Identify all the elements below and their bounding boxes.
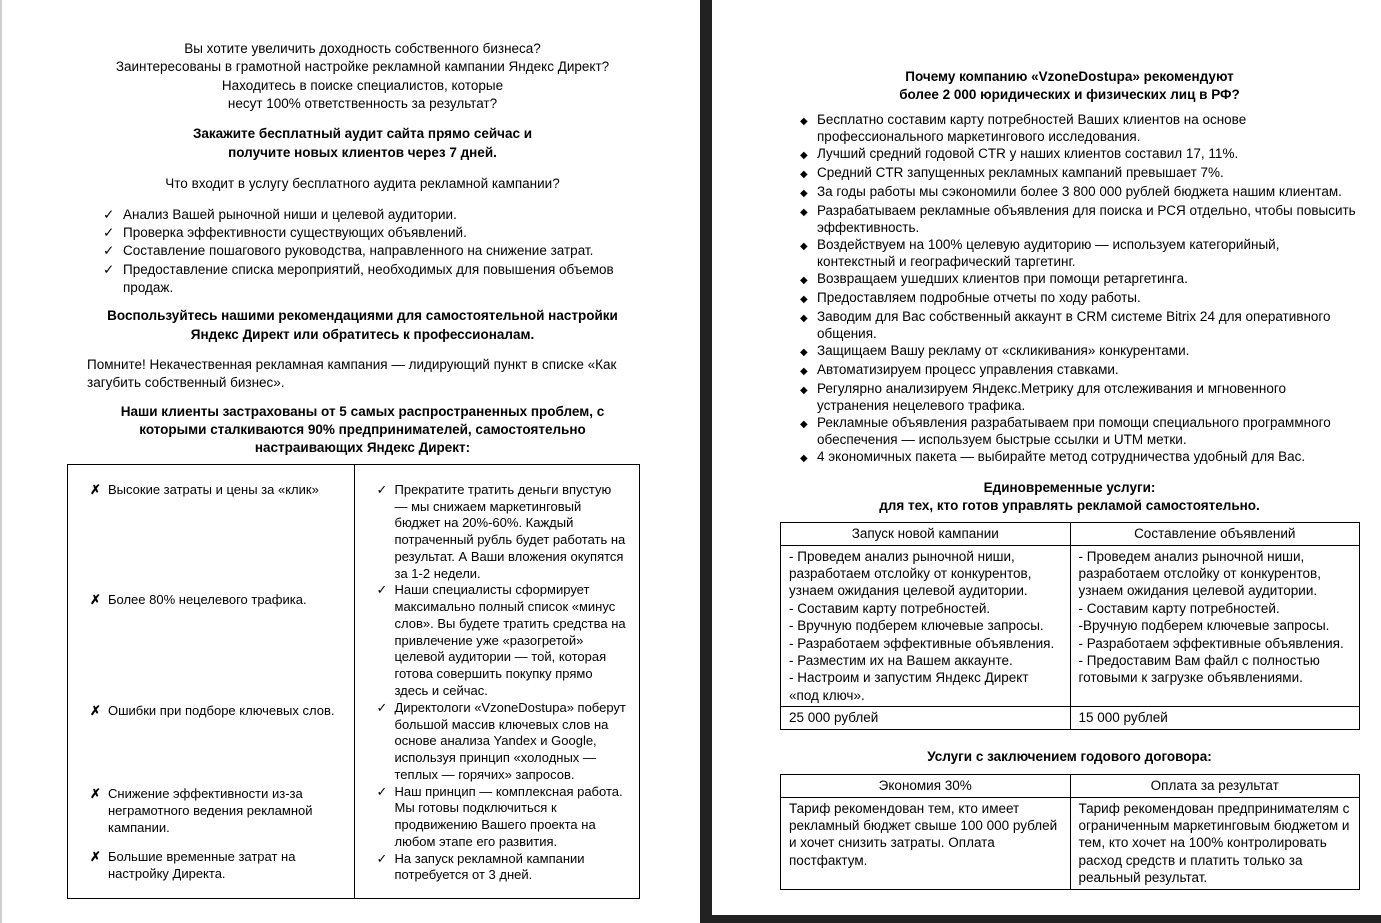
cross-icon: ✗	[90, 849, 101, 865]
table-cell	[781, 545, 1071, 707]
why-bullet-text: Защищаем Вашу рекламу от «скликивания» конкурентами.	[817, 343, 1190, 359]
onetime-services-heading	[780, 479, 1359, 514]
problem-item	[90, 849, 344, 883]
diamond-bullet-icon: ◆	[800, 150, 808, 162]
diamond-bullet-icon: ◆	[800, 116, 808, 128]
checklist-item-text: Составление пошагового руководства, направленного на снижение затрат.	[123, 243, 594, 259]
why-bullet	[800, 414, 1359, 448]
why-bullet	[800, 236, 1359, 270]
problems-heading-line: настраивающих Яндекс Директ:	[254, 440, 471, 456]
cross-icon: ✗	[90, 591, 101, 607]
problem-item	[90, 592, 344, 609]
why-bullet-text: Воздействуем на 100% целевую аудиторию — используем категорийный, контекстный и географический таргетинг.	[817, 237, 1280, 270]
why-bullet	[800, 111, 1359, 145]
table-price-row	[781, 707, 1360, 729]
recommendation-heading	[87, 307, 638, 344]
service-line: - Разработаем эффективные объявления.	[789, 635, 1055, 651]
cta-line: получите новых клиентов через 7 дней.	[228, 144, 497, 160]
problem-text: Ошибки при подборе ключевых слов.	[108, 703, 335, 719]
service-line: - Предоставим Вам файл с полностью готовыми к загрузке объявлениями.	[1078, 653, 1320, 686]
table-header-cell: Экономия 30%	[781, 775, 1071, 797]
recommendation-line: Воспользуйтесь нашими рекомендациями для самостоятельной настройки	[107, 308, 618, 324]
table-cell: Тариф рекомендован предпринимателям с ограниченным маркетинговым бюджетом и тем, кто хочет на 100% контролировать расход средств и платить только за реальный результат.	[1070, 797, 1360, 889]
audit-checklist	[103, 206, 638, 298]
diamond-bullet-icon: ◆	[800, 453, 808, 465]
service-line: - Разместим их на Вашем аккаунте.	[789, 653, 1013, 669]
diamond-bullet-icon: ◆	[800, 188, 808, 200]
why-bullet	[800, 361, 1359, 380]
solution-text: Наши специалисты сформирует максимально полный список «минус слов». Вы будете тратить средства на привлечение уже «разогретой» целевой аудитории — той, которая готова совершить покупку прямо здесь и сейчас.	[394, 582, 626, 699]
solution-item	[377, 851, 628, 885]
why-bullet-text: Автоматизируем процесс управления ставками.	[817, 362, 1119, 378]
service-line: -Вручную подберем ключевые запросы.	[1078, 618, 1330, 634]
table-header-row	[781, 775, 1360, 797]
checklist-item-text: Анализ Вашей рыночной ниши и целевой аудитории.	[123, 206, 457, 222]
problems-heading	[87, 403, 638, 458]
why-bullet	[800, 202, 1359, 236]
solution-item	[377, 784, 628, 851]
intro-line: Заинтересованы в грамотной настройке рекламной кампании Яндекс Директ?	[115, 59, 610, 75]
price-cell: 25 000 рублей	[781, 707, 1071, 729]
why-bullet	[800, 308, 1359, 342]
table-header-cell: Запуск новой кампании	[781, 523, 1071, 545]
intro-line: несут 100% ответственность за результат?	[227, 96, 498, 112]
table-header-row	[781, 523, 1360, 545]
why-heading-line: более 2 000 юридических и физических лиц в РФ?	[899, 86, 1240, 102]
why-bullet-text: Средний CTR запущенных рекламных кампаний превышает 7%.	[817, 165, 1224, 181]
problems-heading-line: которыми сталкиваются 90% предпринимателей, самостоятельно	[139, 422, 586, 438]
why-bullet	[800, 448, 1359, 467]
cross-icon: ✗	[90, 786, 101, 802]
diamond-bullet-icon: ◆	[800, 385, 808, 397]
solution-text: Прекратите тратить деньги впустую — мы снижаем маркетинговый бюджет на 20%-60%. Каждый потраченный рубль будет работать на результат. А Ваши вложения окупятся за 1-2 недели.	[394, 481, 626, 581]
service-line: - Составим карту потребностей.	[789, 600, 991, 616]
why-bullet-text: Лучший средний годовой CTR у наших клиентов составил 17, 11%.	[817, 146, 1239, 162]
checklist-item	[103, 206, 638, 224]
check-icon: ✓	[103, 206, 115, 222]
checklist-item	[103, 261, 638, 298]
check-icon: ✓	[103, 224, 115, 240]
check-icon: ✓	[376, 582, 388, 598]
service-line: - Проведем анализ рыночной ниши, разработаем отслойку от конкурентов, узнаем ожидания целевой аудитории.	[789, 548, 1032, 599]
cta-heading	[87, 125, 638, 162]
problems-column	[68, 465, 355, 898]
problem-item	[90, 786, 344, 836]
check-icon: ✓	[376, 850, 388, 866]
solution-item	[377, 482, 628, 583]
checklist-item	[103, 224, 638, 242]
checklist-item-text: Проверка эффективности существующих объявлений.	[123, 224, 467, 240]
why-bullet	[800, 145, 1359, 164]
why-bullet-text: Возвращаем ушедших клиентов при помощи ретаргетинга.	[817, 271, 1188, 287]
check-icon: ✓	[103, 243, 115, 259]
intro-line: Находитесь в поиске специалистов, которые	[221, 77, 504, 93]
why-heading-line: Почему компанию «VzoneDostupa» рекомендуют	[905, 69, 1234, 84]
problem-text: Более 80% нецелевого трафика.	[108, 591, 307, 607]
why-bullet	[800, 289, 1359, 308]
table-body-row	[781, 545, 1360, 707]
recommendation-line: Яндекс Директ или обратитесь к профессионалам.	[190, 326, 535, 342]
table-header-cell: Оплата за результат	[1070, 775, 1360, 797]
onetime-services-table	[780, 522, 1360, 729]
why-bullet	[800, 183, 1359, 202]
cta-line: Закажите бесплатный аудит сайта прямо сейчас и	[192, 126, 533, 142]
service-line: - Вручную подберем ключевые запросы.	[789, 618, 1044, 634]
check-icon: ✓	[376, 481, 388, 497]
annual-services-heading: Услуги с заключением годового договора:	[927, 748, 1212, 764]
why-bullet-list	[780, 111, 1359, 467]
why-bullet	[800, 342, 1359, 361]
checklist-item	[103, 242, 638, 260]
table-body-row	[781, 797, 1360, 889]
solution-text: На запуск рекламной кампании потребуется от 3 дней.	[394, 850, 585, 883]
problem-item	[90, 482, 344, 499]
why-bullet-text: За годы работы мы сэкономили более 3 800 000 рублей бюджета нашим клиентам.	[817, 184, 1342, 200]
intro-paragraph	[87, 40, 638, 113]
why-bullet-text: Заводим для Вас собственный аккаунт в CRM системе Bitrix 24 для оперативного общения.	[817, 309, 1331, 342]
why-bullet	[800, 380, 1359, 414]
problem-text: Большие временные затрат на настройку Директа.	[108, 849, 296, 882]
problems-heading-line: Наши клиенты застрахованы от 5 самых распространенных проблем, с	[120, 403, 605, 419]
page-2[interactable]	[712, 0, 1381, 915]
why-bullet-text: 4 экономичных пакета — выбирайте метод сотрудничества удобный для Вас.	[817, 449, 1306, 465]
problem-item	[90, 703, 344, 720]
diamond-bullet-icon: ◆	[800, 419, 808, 431]
cross-icon: ✗	[90, 703, 101, 719]
service-line: - Разработаем эффективные объявления.	[1078, 635, 1344, 651]
diamond-bullet-icon: ◆	[800, 366, 808, 378]
why-bullet-text: Регулярно анализируем Яндекс.Метрику для отслеживания и мгновенного устранения нецелевого трафика.	[817, 381, 1286, 414]
why-heading	[780, 68, 1359, 103]
solutions-column	[355, 465, 640, 898]
why-bullet-text: Предоставляем подробные отчеты по ходу работы.	[817, 290, 1141, 306]
onetime-heading-line: для тех, кто готов управлять рекламой самостоятельно.	[879, 497, 1260, 513]
diamond-bullet-icon: ◆	[800, 347, 808, 359]
table-header-cell: Составление объявлений	[1070, 523, 1360, 545]
checklist-item-text: Предоставление списка мероприятий, необходимых для повышения объемов продаж.	[123, 261, 614, 295]
check-icon: ✓	[376, 783, 388, 799]
service-line: - Настроим и запустим Яндекс Директ «под ключ».	[789, 670, 1029, 703]
table-cell: Тариф рекомендован тем, кто имеет рекламный бюджет свыше 100 000 рублей и хочет снизить затраты. Оплата постфактум.	[781, 797, 1071, 889]
diamond-bullet-icon: ◆	[800, 241, 808, 253]
service-line: - Составим карту потребностей.	[1078, 600, 1280, 616]
reminder-paragraph: Помните! Некачественная рекламная кампания — лидирующий пункт в списке «Как загубить собственный бизнес».	[87, 357, 617, 391]
cross-icon: ✗	[90, 481, 101, 497]
diamond-bullet-icon: ◆	[800, 275, 808, 287]
solution-text: Директологи «VzoneDostupa» поберут большой массив ключевых слов на основе анализа Yandex и Google, используя принцип «холодных — теплых — горячих» запросов.	[394, 699, 626, 782]
why-bullet	[800, 270, 1359, 289]
diamond-bullet-icon: ◆	[800, 207, 808, 219]
diamond-bullet-icon: ◆	[800, 313, 808, 325]
why-bullet-text: Рекламные объявления разрабатываем при помощи специального программного обеспечения — используем быстрые ссылки и UTM метки.	[817, 415, 1331, 448]
check-icon: ✓	[376, 699, 388, 715]
why-bullet-text: Разрабатываем рекламные объявления для поиска и РСЯ отдельно, чтобы повысить эффективность.	[817, 203, 1356, 236]
check-icon: ✓	[103, 261, 115, 277]
price-cell: 15 000 рублей	[1070, 707, 1360, 729]
table-cell	[1070, 545, 1360, 707]
problems-solutions-table	[67, 464, 640, 899]
service-line: - Проведем анализ рыночной ниши, разработаем отслойку от конкурентов, узнаем ожидания целевой аудитории.	[1078, 548, 1321, 599]
solution-item	[377, 582, 628, 699]
why-bullet-text: Бесплатно составим карту потребностей Ваших клиентов на основе профессионального маркетингового исследования.	[817, 112, 1247, 145]
intro-line: Вы хотите увеличить доходность собственного бизнеса?	[184, 41, 541, 56]
diamond-bullet-icon: ◆	[800, 169, 808, 181]
onetime-heading-line: Единовременные услуги:	[983, 480, 1156, 496]
annual-services-table	[780, 774, 1360, 889]
why-bullet	[800, 164, 1359, 183]
solution-item	[377, 700, 628, 784]
solution-text: Наш принцип — комплексная работа. Мы готовы подключиться к продвижению Вашего проекта на любом этапе его развития.	[394, 783, 623, 849]
audit-question: Что входит в услугу бесплатного аудита рекламной кампании?	[165, 176, 560, 192]
diamond-bullet-icon: ◆	[800, 294, 808, 306]
problem-text: Снижение эффективности из-за неграмотного ведения рекламной кампании.	[108, 786, 313, 835]
problem-text: Высокие затраты и цены за «клик»	[108, 481, 319, 497]
